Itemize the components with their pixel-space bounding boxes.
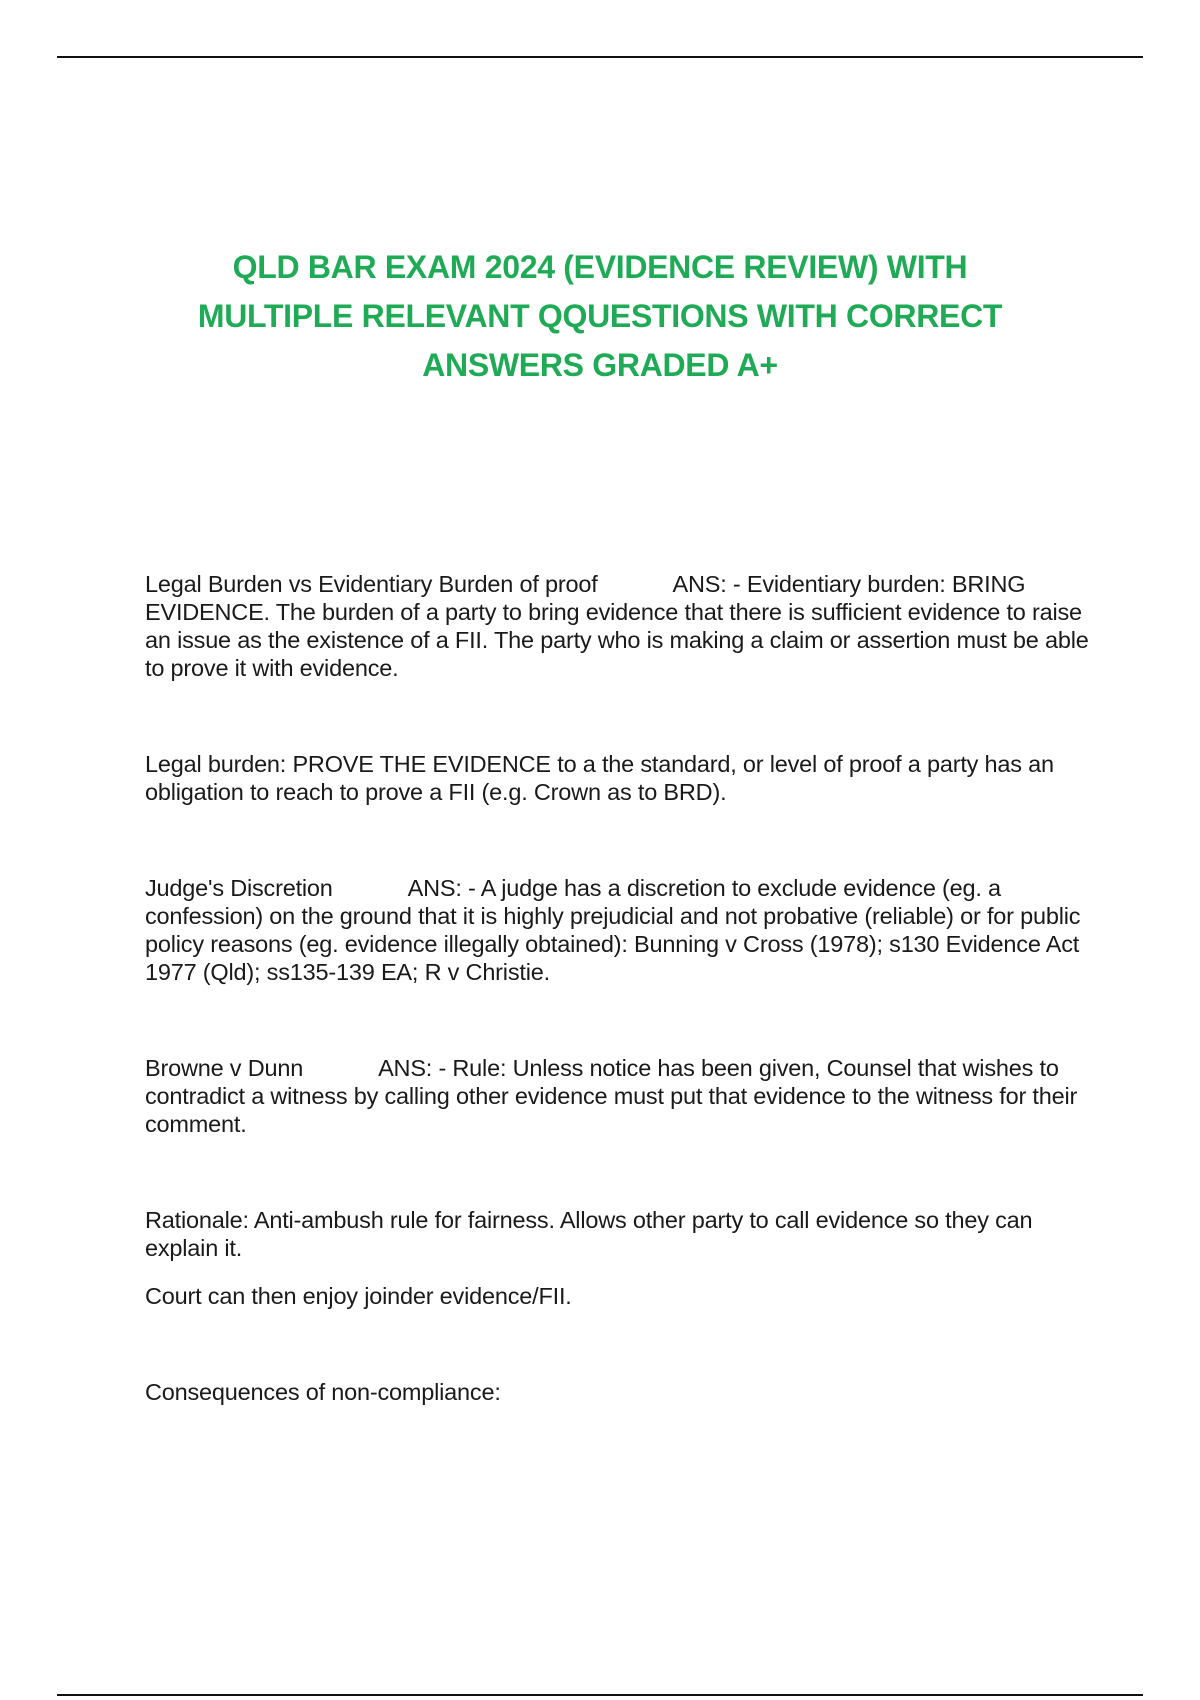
document-body xyxy=(145,570,1090,1406)
bottom-rule xyxy=(57,1694,1143,1696)
answer-text: ANS: - Rule: Unless notice has been given, Counsel that wishes to contradict a witness by calling other evidence must put that evidence to the witness for their comment. xyxy=(145,1055,1078,1137)
document-title xyxy=(100,243,1100,390)
top-rule xyxy=(57,56,1143,58)
question-term: Legal Burden vs Evidentiary Burden of proof xyxy=(145,571,598,597)
paragraph-court-joinder: Court can then enjoy joinder evidence/FII. xyxy=(145,1283,572,1309)
paragraph-rationale: Rationale: Anti-ambush rule for fairness. Allows other party to call evidence so they can explain it. xyxy=(145,1207,1033,1261)
title-line-1: QLD BAR EXAM 2024 (EVIDENCE REVIEW) WITH xyxy=(232,249,968,285)
answer-text: ANS: - Evidentiary burden: BRING EVIDENCE. The burden of a party to bring evidence that there is sufficient evidence to raise an issue as the existence of a FII. The party who is making a claim or assertion must be able to prove it with evidence. xyxy=(145,571,1089,681)
title-line-2: MULTIPLE RELEVANT QQUESTIONS WITH CORRECT xyxy=(197,298,1003,334)
paragraph-legal-burden: Legal burden: PROVE THE EVIDENCE to a the standard, or level of proof a party has an obligation to reach to prove a FII (e.g. Crown as to BRD). xyxy=(145,751,1054,805)
answer-text: ANS: - A judge has a discretion to exclude evidence (eg. a confession) on the ground that it is highly prejudicial and not probative (reliable) or for public policy reasons (eg. evidence illegally obtained): Bunning v Cross (1978); s130 Evidence Act 1977 (Qld); ss135-139 EA; R v Christie. xyxy=(145,875,1081,985)
paragraph-consequences: Consequences of non-compliance: xyxy=(145,1379,501,1405)
qa-entry-browne-v-dunn xyxy=(145,1054,1090,1138)
title-line-3: ANSWERS GRADED A+ xyxy=(422,347,778,383)
question-term: Browne v Dunn xyxy=(145,1055,304,1081)
qa-entry-judges-discretion xyxy=(145,874,1090,986)
question-term: Judge's Discretion xyxy=(145,875,333,901)
qa-entry-legal-burden xyxy=(145,570,1090,682)
